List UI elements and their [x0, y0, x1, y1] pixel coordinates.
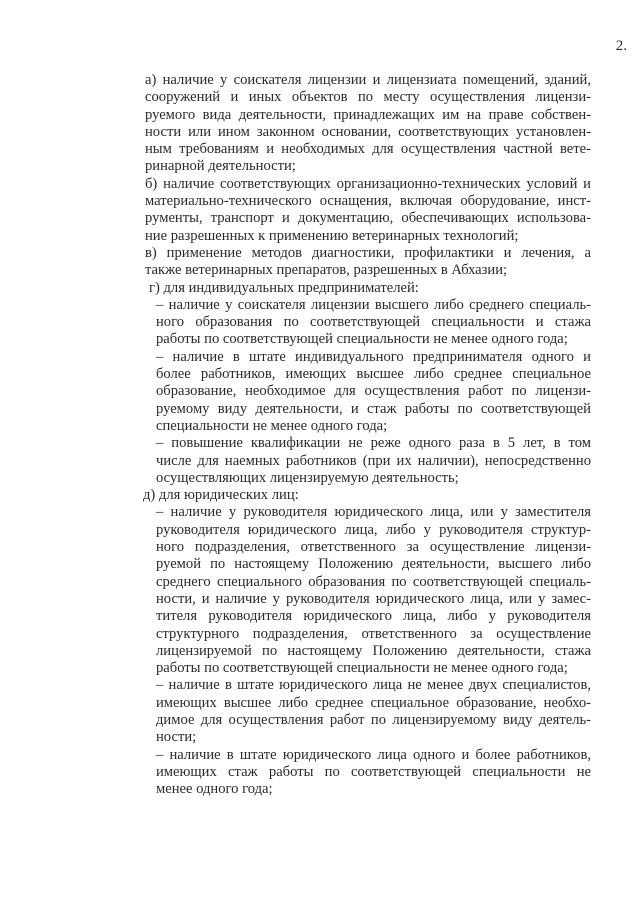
text-line: имеющих высшее либо среднее специальное образование, необхо- — [156, 694, 591, 711]
text-line: рументы, транспорт и документацию, обеспечивающих использова- — [145, 210, 591, 227]
paragraph-dash — [0, 435, 640, 487]
text-line: руемому виду деятельности, и стаж работы по соответствующей — [156, 400, 591, 417]
text-line: – наличие у соискателя лицензии высшего либо среднего специаль- — [156, 296, 591, 313]
text-line: в) применение методов диагностики, профилактики и лечения, а — [145, 244, 591, 261]
text-line: – наличие в штате юридического лица не менее двух специалистов, — [156, 677, 591, 694]
text-line: работы по соответствующей специальности не менее одного года; — [156, 331, 568, 348]
paragraph-dash — [0, 349, 640, 435]
text-line: образование, необходимое для осуществления работ по лицензи- — [156, 383, 591, 400]
paragraph-main — [0, 72, 640, 176]
paragraph-d — [0, 487, 640, 504]
text-line: также ветеринарных препаратов, разрешенных в Абхазии; — [145, 262, 508, 279]
text-line: ности, и наличие у руководителя юридического лица, или у замес- — [156, 590, 591, 607]
text-line: ринарной деятельности; — [145, 158, 296, 175]
text-line: д) для юридических лиц: — [143, 487, 299, 504]
text-line: ности или ином законном основании, соответствующих установлен- — [145, 123, 591, 140]
text-line: среднего специального образования по соответствующей специаль- — [156, 573, 591, 590]
text-line: структурного подразделения, ответственного за осуществление — [156, 625, 591, 642]
paragraph-main — [0, 176, 640, 245]
text-line: – повышение квалификации не реже одного раза в 5 лет, в том — [156, 435, 591, 452]
text-line: работы по соответствующей специальности не менее одного года; — [156, 660, 568, 677]
text-line: специальности не менее одного года; — [156, 417, 388, 434]
text-line: ного подразделения, ответственного за осуществление лицензи- — [156, 539, 591, 556]
text-line: ности; — [156, 729, 197, 746]
text-line: осуществляющих лицензируемую деятельность; — [156, 469, 459, 486]
text-line: ние разрешенных к применению ветеринарных технологий; — [145, 227, 519, 244]
text-line: более работников, имеющих высшее либо среднее специальное — [156, 366, 591, 383]
paragraph-dash — [0, 747, 640, 799]
text-line: – наличие у руководителя юридического лица, или у заместителя — [156, 504, 591, 521]
text-line: а) наличие у соискателя лицензии и лицензиата помещений, зданий, — [145, 72, 591, 88]
text-line: имеющих стаж работы по соответствующей специальности не — [156, 763, 591, 780]
text-line: б) наличие соответствующих организационно-технических условий и — [145, 175, 591, 192]
text-line: руководителя юридического лица, либо у руководителя структур- — [156, 521, 591, 538]
text-line: г) для индивидуальных предпринимателей: — [149, 279, 419, 296]
paragraph-main — [0, 245, 640, 280]
page-number: 2. — [615, 38, 627, 54]
text-line: – наличие в штате индивидуального предпринимателя одного и — [156, 348, 591, 365]
text-line: материально-технического оснащения, включая оборудование, инст- — [145, 193, 591, 210]
text-line: тителя руководителя юридического лица, либо у руководителя — [156, 608, 591, 625]
paragraph-dash — [0, 504, 640, 677]
text-line: димое для осуществления работ по лицензируемому виду деятель- — [156, 711, 591, 728]
paragraph-dash — [0, 297, 640, 349]
paragraph-g — [0, 280, 640, 297]
text-line: руемой по настоящему Положению деятельности, высшего либо — [156, 556, 591, 573]
text-line: сооружений и иных объектов по месту осуществления лицензи- — [145, 89, 591, 106]
text-line: – наличие в штате юридического лица одного и более работников, — [156, 746, 591, 763]
text-line: ным требованиям и необходимых для осуществления частной вете- — [145, 141, 591, 158]
text-line: числе для наемных работников (при их наличии), непосредственно — [156, 452, 591, 469]
text-line: менее одного года; — [156, 781, 273, 798]
document-body — [0, 72, 640, 798]
text-line: руемого вида деятельности, принадлежащих им на праве собствен- — [145, 106, 591, 123]
text-line: лицензируемой по настоящему Положению деятельности, стажа — [156, 642, 591, 659]
text-line: ного образования по соответствующей специальности и стажа — [156, 314, 591, 331]
paragraph-dash — [0, 677, 640, 746]
